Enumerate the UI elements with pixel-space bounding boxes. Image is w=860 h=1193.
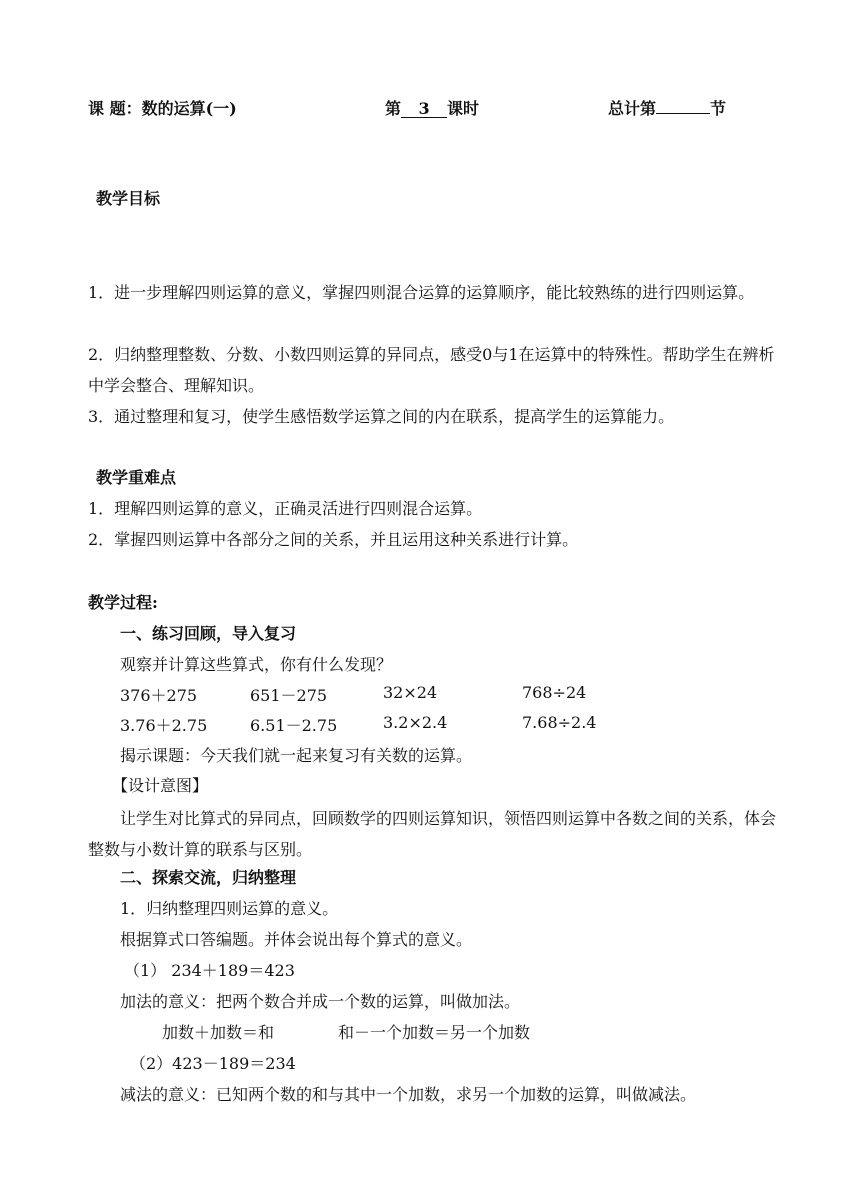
expression: 3.76＋2.75: [120, 716, 208, 735]
expression: 651－275: [250, 686, 328, 705]
addition-meaning: 加法的意义：把两个数合并成一个数的运算，叫做加法。: [120, 992, 521, 1011]
expression: 32×24: [383, 683, 438, 702]
subtraction-meaning: 减法的意义：已知两个数的和与其中一个加数，求另一个加数的运算，叫做减法。: [120, 1085, 697, 1104]
lesson-number-field: [385, 96, 479, 119]
step1-title: 1．归纳整理四则运算的意义。: [120, 899, 339, 918]
goal-item: 2．归纳整理整数、分数、小数四则运算的异同点，感受0与1在运算中的特殊性。帮助学生在辨析中学会整合、理解知识。: [88, 345, 775, 395]
reveal-topic: 揭示课题：今天我们就一起来复习有关数的运算。: [120, 746, 473, 765]
design-intent-label: 【设计意图】: [112, 776, 209, 795]
equation-2: （2）423－189＝234: [130, 1054, 296, 1073]
expression: 7.68÷2.4: [522, 713, 597, 732]
section1-title: 一、练习回顾，导入复习: [120, 624, 297, 643]
total-suffix: 节: [710, 99, 727, 118]
goal-item: 3．通过整理和复习，使学生感悟数学运算之间的内在联系，提高学生的运算能力。: [88, 407, 675, 426]
design-intent-text: 让学生对比算式的异同点，回顾数学的四则运算知识，领悟四则运算中各数之间的关系，体会整数与小数计算的联系与区别。: [88, 809, 777, 859]
addition-formula: 加数＋加数＝和: [162, 1023, 275, 1042]
section2-title: 二、探索交流，归纳整理: [120, 868, 297, 887]
key-point-item: 2．掌握四则运算中各部分之间的关系，并且运用这种关系进行计算。: [88, 530, 579, 549]
goal-item: 1．进一步理解四则运算的意义，掌握四则混合运算的运算顺序，能比较熟练的进行四则运算。: [88, 283, 755, 302]
expression: 3.2×2.4: [383, 713, 448, 732]
total-prefix: 总计第: [608, 99, 657, 118]
total-number-field: [608, 96, 726, 119]
expression: 6.51－2.75: [250, 716, 338, 735]
total-number-blank: [656, 113, 710, 114]
process-heading: 教学过程:: [88, 593, 158, 612]
step1-description: 根据算式口答编题。并体会说出每个算式的意义。: [120, 930, 473, 949]
lesson-number: 3: [401, 100, 447, 118]
observe-prompt: 观察并计算这些算式，你有什么发现？: [120, 655, 393, 674]
key-points-heading: 教学重难点: [96, 468, 177, 487]
expression: 768÷24: [522, 683, 587, 702]
lesson-topic: 课 题：数的运算(一): [88, 99, 237, 118]
expression: 376＋275: [120, 686, 198, 705]
lesson-prefix: 第: [385, 99, 402, 118]
addition-formula: 和－一个加数＝另一个加数: [338, 1023, 531, 1042]
equation-1: （1） 234＋189＝423: [124, 961, 295, 980]
key-point-item: 1．理解四则运算的意义，正确灵活进行四则混合运算。: [88, 499, 483, 518]
lesson-suffix: 课时: [447, 99, 480, 118]
goals-heading: 教学目标: [96, 189, 161, 208]
